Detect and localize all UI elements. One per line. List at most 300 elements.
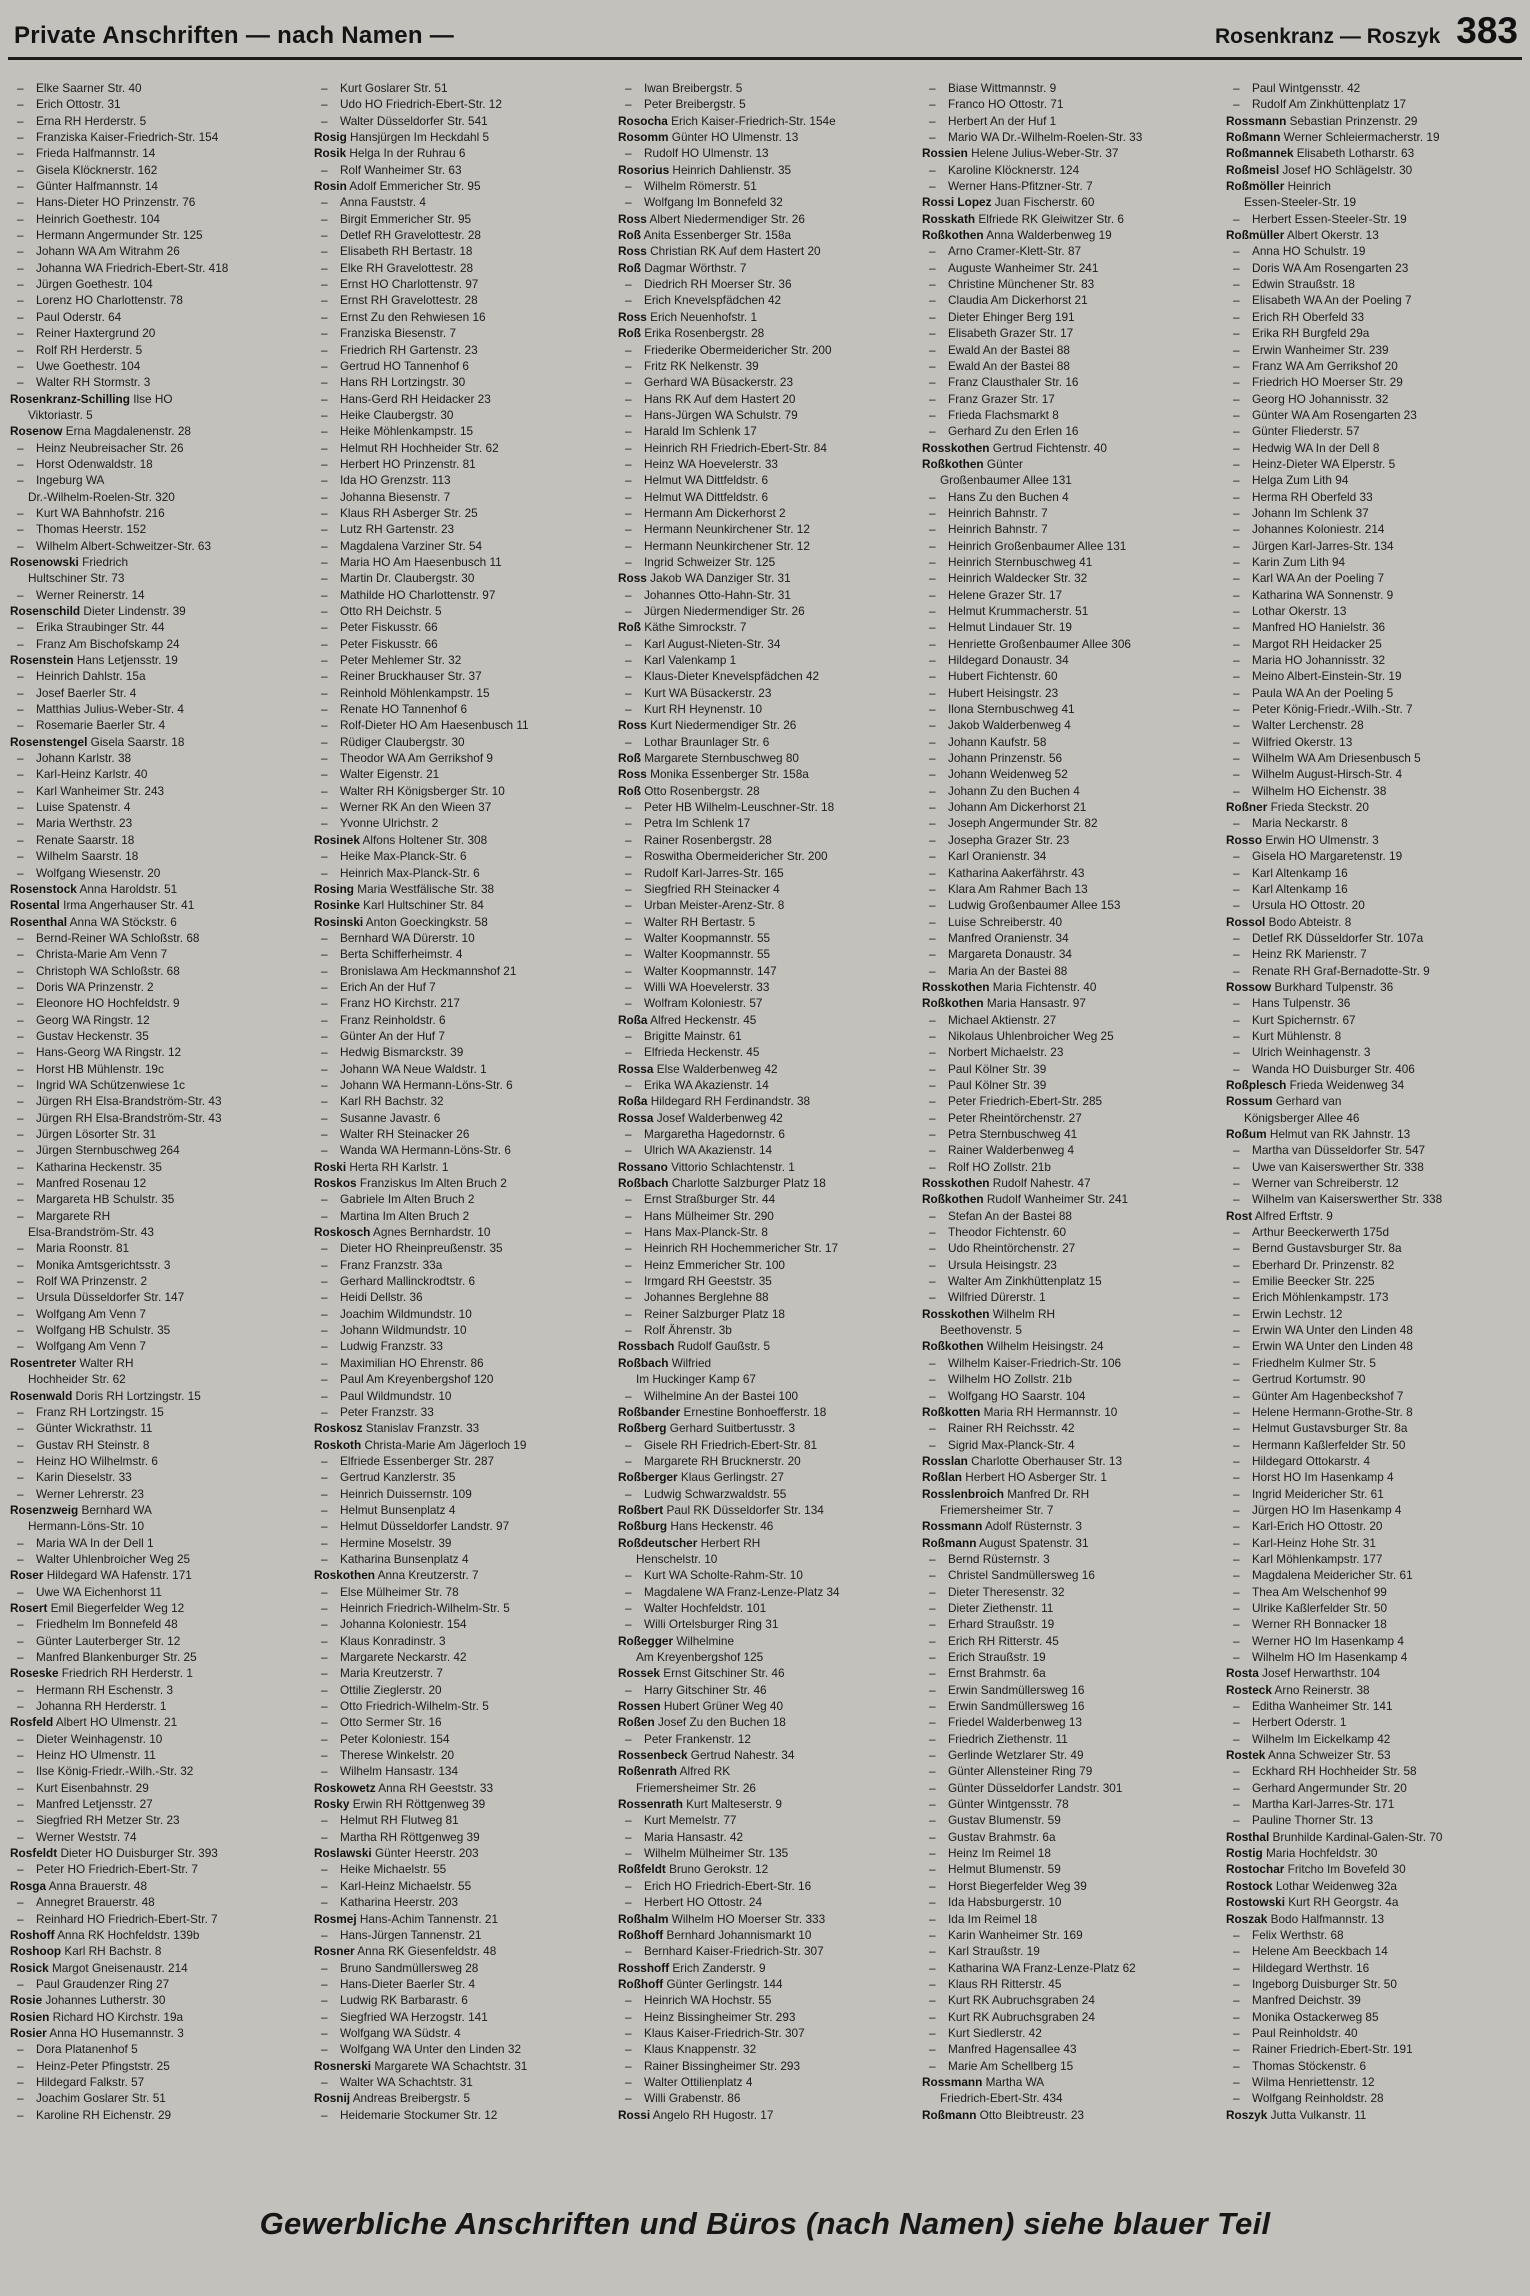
ditto-dash: –: [929, 718, 936, 733]
ditto-dash: –: [17, 1453, 24, 1468]
surname: Roßberger: [618, 1470, 678, 1485]
ditto-dash: –: [1233, 1650, 1240, 1664]
ditto-dash: –: [321, 2074, 328, 2089]
directory-entry: Rosslan Charlotte Oberhauser Str. 13: [922, 1453, 1123, 1468]
surname: Roskosch: [314, 1225, 371, 1240]
directory-entry: Rosig Hansjürgen Im Heckdahl 5: [314, 130, 490, 145]
surname: Roshoff: [10, 1927, 55, 1942]
directory-entry: – Wilhelm HO Im Hasenkamp 4: [1233, 1650, 1408, 1664]
surname: Rosskath: [922, 211, 976, 226]
directory-entry: – Johanna RH Herderstr. 1: [17, 1699, 167, 1714]
directory-entry: – Ingeborg Duisburger Str. 50: [1233, 1976, 1397, 1991]
directory-entry: – Wilhelm van Kaiserswerther Str. 338: [1233, 1192, 1443, 1207]
directory-entry: – Maria HO Am Haesenbusch 11: [321, 554, 502, 569]
directory-entry: Roßburg Hans Heckenstr. 46: [618, 1519, 774, 1534]
directory-entry: – Dieter Ziethenstr. 11: [929, 1600, 1054, 1615]
directory-entry: – Erich Ottostr. 31: [17, 97, 121, 112]
directory-entry: Rossow Burkhard Tulpenstr. 36: [1226, 979, 1394, 994]
directory-entry: Rostock Lothar Weidenweg 32a: [1226, 1878, 1397, 1893]
directory-entry: – Maria WA In der Dell 1: [17, 1535, 154, 1550]
directory-entry: – Anna Fauststr. 4: [321, 195, 426, 210]
ditto-dash: –: [929, 1421, 936, 1436]
directory-entry: Rosenstein Hans Letjensstr. 19: [10, 653, 178, 668]
surname: Roßen: [618, 1715, 655, 1730]
directory-entry: – Hildegard Werthstr. 16: [1233, 1960, 1370, 1975]
ditto-dash: –: [625, 505, 632, 520]
directory-entry: – Karl Oranienstr. 34: [929, 849, 1047, 864]
ditto-dash: –: [625, 1388, 632, 1403]
directory-entry: – Marie Am Schellberg 15: [929, 2058, 1074, 2073]
surname: Roß: [618, 326, 641, 341]
ditto-dash: –: [625, 1028, 632, 1043]
directory-entry: Rosso Erwin HO Ulmenstr. 3: [1226, 832, 1379, 847]
directory-entry: – Gabriele Im Alten Bruch 2: [321, 1192, 475, 1207]
directory-entry: – Brigitte Mainstr. 61: [625, 1028, 742, 1043]
ditto-dash: –: [321, 930, 328, 945]
surname: Rosenschild: [10, 604, 81, 618]
ditto-dash: –: [321, 587, 328, 602]
directory-entry: – Johann Prinzenstr. 56: [929, 751, 1063, 766]
directory-entry: – Rosemarie Baerler Str. 4: [17, 718, 166, 733]
directory-entry: – Hermann Neunkirchener Str. 12: [625, 522, 810, 537]
ditto-dash: –: [625, 440, 632, 455]
directory-entry: – Helene Am Beeckbach 14: [1233, 1944, 1388, 1959]
ditto-dash: –: [1233, 1323, 1240, 1338]
directory-entry: – Ernst HO Charlottenstr. 97: [321, 277, 479, 292]
directory-entry: – Ingeburg WA: [17, 473, 105, 488]
directory-entry: – Diedrich RH Moerser Str. 36: [625, 277, 792, 292]
directory-entry: – Wolfram Koloniestr. 57: [625, 996, 763, 1011]
ditto-dash: –: [1233, 97, 1240, 112]
ditto-dash: –: [321, 522, 328, 537]
directory-entry: – Friedrich Ziethenstr. 11: [929, 1731, 1068, 1746]
directory-entry: – Ludwig Großenbaumer Allee 153: [929, 898, 1121, 913]
surname: Rosenstock: [10, 881, 77, 896]
ditto-dash: –: [929, 914, 936, 929]
ditto-dash: –: [1233, 996, 1240, 1011]
ditto-dash: –: [321, 1094, 328, 1109]
ditto-dash: –: [1233, 881, 1240, 896]
surname: Roser: [10, 1568, 44, 1583]
ditto-dash: –: [1233, 1045, 1240, 1060]
ditto-dash: –: [625, 375, 632, 390]
directory-entry: – Hubert Heisingstr. 23: [929, 685, 1059, 700]
ditto-dash: –: [1233, 1241, 1240, 1256]
ditto-dash: –: [929, 800, 936, 815]
surname: Rosnij: [314, 2091, 351, 2106]
ditto-dash: –: [625, 832, 632, 847]
ditto-dash: –: [17, 1323, 24, 1338]
ditto-dash: –: [929, 865, 936, 880]
ditto-dash: –: [17, 636, 24, 651]
directory-entry: – Franz HO Kirchstr. 217: [321, 996, 460, 1011]
directory-entry: – Werner Weststr. 74: [17, 1829, 137, 1844]
directory-entry: Rosenzweig Bernhard WA: [10, 1502, 152, 1517]
directory-entry: – Thomas Stöckenstr. 6: [1233, 2058, 1367, 2073]
directory-entry: – Heinrich Bahnstr. 7: [929, 522, 1048, 537]
directory-entry: – Wilhelm Hansastr. 134: [321, 1764, 459, 1779]
directory-entry: Rosta Josef Herwarthstr. 104: [1226, 1666, 1381, 1681]
directory-entry: – Heinrich Waldecker Str. 32: [929, 571, 1088, 586]
directory-entry: Roßbert Paul RK Düsseldorfer Str. 134: [618, 1502, 824, 1517]
directory-entry: – Mario WA Dr.-Wilhelm-Roelen-Str. 33: [929, 130, 1143, 145]
directory-entry: – Franz Franzstr. 33a: [321, 1257, 443, 1272]
directory-entry: – Hildegard Donaustr. 34: [929, 653, 1069, 668]
page-number: 383: [1456, 10, 1518, 51]
ditto-dash: –: [929, 734, 936, 749]
surname: Rossow: [1226, 979, 1272, 994]
directory-entry: Rosie Johannes Lutherstr. 30: [10, 1993, 166, 2008]
ditto-dash: –: [17, 2091, 24, 2106]
directory-entry: – Paul Wintgensstr. 42: [1233, 81, 1361, 95]
ditto-dash: –: [321, 391, 328, 406]
ditto-dash: –: [17, 293, 24, 308]
ditto-dash: –: [321, 277, 328, 292]
ditto-dash: –: [1233, 1028, 1240, 1043]
ditto-dash: –: [929, 2042, 936, 2057]
ditto-dash: –: [17, 1421, 24, 1436]
ditto-dash: –: [929, 1225, 936, 1240]
directory-entry: – Gisele RH Friedrich-Ebert-Str. 81: [625, 1437, 818, 1452]
ditto-dash: –: [321, 1535, 328, 1550]
directory-entry: – Hans Zu den Buchen 4: [929, 489, 1069, 504]
directory-entry: – Martin Dr. Claubergstr. 30: [321, 571, 475, 586]
directory-entry: – Elisabeth RH Bertastr. 18: [321, 244, 473, 259]
ditto-dash: –: [625, 947, 632, 962]
ditto-dash: –: [1233, 2074, 1240, 2089]
surname: Roßmeisl: [1226, 162, 1280, 177]
ditto-dash: –: [625, 1225, 632, 1240]
directory-entry: – Ida HO Grenzstr. 113: [321, 473, 451, 488]
surname: Rossen: [618, 1699, 661, 1714]
ditto-dash: –: [17, 2042, 24, 2057]
ditto-dash: –: [321, 751, 328, 766]
ditto-dash: –: [17, 702, 24, 717]
surname: Ross: [618, 211, 647, 226]
ditto-dash: –: [17, 1862, 24, 1877]
directory-entry: – Harry Gitschiner Str. 46: [625, 1682, 767, 1697]
ditto-dash: –: [1233, 1715, 1240, 1730]
directory-entry: – Manfred HO Hanielstr. 36: [1233, 620, 1386, 635]
directory-entry: – Josepha Grazer Str. 23: [929, 832, 1070, 847]
directory-entry: – Wilhelm Römerstr. 51: [625, 179, 757, 194]
directory-entry: – Erwin Lechstr. 12: [1233, 1306, 1343, 1321]
ditto-dash: –: [625, 473, 632, 488]
directory-entry: Roßhalm Wilhelm HO Moerser Str. 333: [618, 1911, 826, 1926]
ditto-dash: –: [17, 816, 24, 831]
ditto-dash: –: [17, 1241, 24, 1256]
directory-entry: – Hildegard Ottokarstr. 4: [1233, 1453, 1371, 1468]
ditto-dash: –: [321, 1077, 328, 1092]
directory-entry: – Claudia Am Dickerhorst 21: [929, 293, 1088, 308]
directory-entry-continuation: Friemersheimer Str. 7: [940, 1502, 1054, 1517]
directory-entry: Roßkotten Maria RH Hermannstr. 10: [922, 1404, 1118, 1419]
directory-entry: – Margareta HB Schulstr. 35: [17, 1192, 175, 1207]
ditto-dash: –: [321, 195, 328, 210]
ditto-dash: –: [625, 1290, 632, 1305]
directory-entry: Roskosch Agnes Bernhardstr. 10: [314, 1225, 491, 1240]
ditto-dash: –: [1233, 783, 1240, 798]
directory-entry: – Walter Hochfeldstr. 101: [625, 1600, 767, 1615]
directory-entry: – Hermine Moselstr. 39: [321, 1535, 452, 1550]
surname: Rosslan: [922, 1453, 968, 1468]
directory-entry: – Gustav Blumenstr. 59: [929, 1813, 1061, 1828]
directory-entry: – Elke RH Gravelottestr. 28: [321, 260, 474, 275]
ditto-dash: –: [929, 1355, 936, 1370]
directory-entry: – Kurt Memelstr. 77: [625, 1813, 737, 1828]
directory-entry: – Karin Zum Lith 94: [1233, 554, 1346, 569]
ditto-dash: –: [321, 1110, 328, 1125]
ditto-dash: –: [929, 1159, 936, 1174]
directory-entry: – Wolfgang HO Saarstr. 104: [929, 1388, 1086, 1403]
directory-entry: – Magdalena Varziner Str. 54: [321, 538, 483, 553]
ditto-dash: –: [625, 81, 632, 95]
ditto-dash: –: [321, 113, 328, 128]
ditto-dash: –: [17, 1437, 24, 1452]
directory-entry: – Kurt RK Aubruchsgraben 24: [929, 2009, 1095, 2024]
directory-entry: Roski Herta RH Karlstr. 1: [314, 1159, 449, 1174]
surname: Rosshoff: [618, 1960, 670, 1975]
directory-entry: – Erich RH Ritterstr. 45: [929, 1633, 1059, 1648]
directory-entry: – Uwe WA Eichenhorst 11: [17, 1584, 162, 1599]
directory-entry: – Hans-Dieter Baerler Str. 4: [321, 1976, 476, 1991]
ditto-dash: –: [321, 636, 328, 651]
directory-entry: Rossum Gerhard van: [1226, 1094, 1342, 1109]
surname: Roßa: [618, 1094, 648, 1109]
directory-entry: – Kurt Mühlenstr. 8: [1233, 1028, 1342, 1043]
ditto-dash: –: [625, 554, 632, 569]
ditto-dash: –: [1233, 1617, 1240, 1632]
directory-entry: – Helene Hermann-Grothe-Str. 8: [1233, 1404, 1413, 1419]
directory-entry: – Herma RH Oberfeld 33: [1233, 489, 1373, 504]
ditto-dash: –: [1233, 604, 1240, 618]
directory-entry-continuation: Hermann-Löns-Str. 10: [28, 1519, 145, 1534]
ditto-dash: –: [625, 963, 632, 978]
directory-entry: – Heinz-Peter Pfingststr. 25: [17, 2058, 170, 2073]
directory-entry: – Reiner Salzburger Platz 18: [625, 1306, 785, 1321]
surname: Roßmann: [1226, 130, 1281, 145]
directory-entry: – Rainer Friedrich-Ebert-Str. 191: [1233, 2042, 1413, 2057]
ditto-dash: –: [17, 538, 24, 553]
directory-entry: – Katharina Heckenstr. 35: [17, 1159, 162, 1174]
ditto-dash: –: [321, 293, 328, 308]
directory-entry: – Walter Eigenstr. 21: [321, 767, 440, 782]
directory-entry: – Kurt WA Scholte-Rahm-Str. 10: [625, 1568, 803, 1583]
directory-entry: Rostowski Kurt RH Georgstr. 4a: [1226, 1895, 1399, 1910]
ditto-dash: –: [321, 1764, 328, 1779]
ditto-dash: –: [321, 1960, 328, 1975]
surname: Roßmöller: [1226, 179, 1285, 194]
ditto-dash: –: [321, 1486, 328, 1501]
ditto-dash: –: [929, 898, 936, 913]
directory-entry: – Erwin Wanheimer Str. 239: [1233, 342, 1389, 357]
directory-entry: – Wanda HO Duisburger Str. 406: [1233, 1061, 1415, 1076]
ditto-dash: –: [929, 342, 936, 357]
directory-entry: – Otto Sermer Str. 16: [321, 1715, 442, 1730]
directory-entry: – Erika WA Akazienstr. 14: [625, 1077, 769, 1092]
directory-entry: – Johann Im Schlenk 37: [1233, 505, 1369, 520]
directory-entry: – Walter Uhlenbroicher Weg 25: [17, 1551, 191, 1566]
directory-entry-continuation: Friedrich-Ebert-Str. 434: [940, 2091, 1063, 2106]
directory-entry: – Ernst Brahmstr. 6a: [929, 1666, 1046, 1681]
directory-entry: – Willi Grabenstr. 86: [625, 2091, 741, 2106]
directory-entry: – Günter Fliederstr. 57: [1233, 424, 1360, 439]
directory-entry: – Jürgen Lösorter Str. 31: [17, 1127, 157, 1141]
directory-entry: – Elfriede Essenberger Str. 287: [321, 1453, 495, 1468]
ditto-dash: –: [321, 228, 328, 243]
surname: Rosinke: [314, 898, 360, 913]
directory-entry: Roßbach Wilfried: [618, 1355, 712, 1370]
surname: Roßenrath: [618, 1764, 677, 1779]
directory-entry-continuation: Königsberger Allee 46: [1244, 1110, 1360, 1125]
surname: Roßbach: [618, 1355, 669, 1370]
directory-entry: – Elke Saarner Str. 40: [17, 81, 142, 95]
ditto-dash: –: [625, 1143, 632, 1158]
directory-entry: Roskosz Stanislav Franzstr. 33: [314, 1421, 480, 1436]
surname: Rossenrath: [618, 1797, 683, 1812]
surname: Roß: [618, 228, 641, 243]
directory-entry-continuation: Am Kreyenbergshof 125: [636, 1650, 764, 1664]
ditto-dash: –: [17, 1306, 24, 1321]
ditto-dash: –: [929, 407, 936, 422]
directory-entry: – Paul Reinholdstr. 40: [1233, 2025, 1358, 2040]
directory-entry: – Werner HO Im Hasenkamp 4: [1233, 1633, 1404, 1648]
ditto-dash: –: [625, 1895, 632, 1910]
ditto-dash: –: [929, 1976, 936, 1991]
surname: Roßmannek: [1226, 146, 1294, 161]
directory-entry: – Heinz Im Reimel 18: [929, 1846, 1051, 1861]
ditto-dash: –: [321, 2025, 328, 2040]
surname: Rossbach: [618, 1339, 675, 1354]
ditto-dash: –: [321, 1993, 328, 2008]
ditto-dash: –: [625, 407, 632, 422]
ditto-dash: –: [321, 473, 328, 488]
directory-entry: Rosskothen Wilhelm RH: [922, 1306, 1056, 1321]
directory-entry: Rosga Anna Brauerstr. 48: [10, 1878, 148, 1893]
ditto-dash: –: [1233, 342, 1240, 357]
ditto-dash: –: [321, 489, 328, 504]
ditto-dash: –: [929, 1666, 936, 1681]
directory-entry: – Maria HO Johannisstr. 32: [1233, 653, 1386, 668]
directory-entry: – Helmut Krummacherstr. 51: [929, 604, 1089, 618]
ditto-dash: –: [17, 473, 24, 488]
directory-entry: – Helmut WA Dittfeldstr. 6: [625, 489, 769, 504]
ditto-dash: –: [1233, 963, 1240, 978]
directory-entry: Roskos Franziskus Im Alten Bruch 2: [314, 1176, 507, 1191]
ditto-dash: –: [929, 1208, 936, 1223]
ditto-dash: –: [929, 391, 936, 406]
ditto-dash: –: [17, 1045, 24, 1060]
ditto-dash: –: [17, 162, 24, 177]
directory-entry: Rosskath Elfriede RK Gleiwitzer Str. 6: [922, 211, 1124, 226]
ditto-dash: –: [17, 963, 24, 978]
ditto-dash: –: [625, 1878, 632, 1893]
surname: Rosick: [10, 1960, 49, 1975]
directory-entry: – Joseph Angermunder Str. 82: [929, 816, 1098, 831]
directory-entry: Roßmüller Albert Okerstr. 13: [1226, 228, 1379, 243]
directory-entry: – Hans-Gerd RH Heidacker 23: [321, 391, 491, 406]
directory-entry: Rossano Vittorio Schlachtenstr. 1: [618, 1159, 795, 1174]
directory-entry: Rosik Helga In der Ruhrau 6: [314, 146, 466, 161]
directory-entry: – Thomas Heerstr. 152: [17, 522, 147, 537]
directory-entry: – Jürgen Goethestr. 104: [17, 277, 153, 292]
ditto-dash: –: [17, 1274, 24, 1289]
directory-entry: – Karoline RH Eichenstr. 29: [17, 2107, 172, 2122]
ditto-dash: –: [1233, 440, 1240, 455]
ditto-dash: –: [1233, 1404, 1240, 1419]
directory-entry: – Manfred Oranienstr. 34: [929, 930, 1069, 945]
directory-entry: Rosenwald Doris RH Lortzingstr. 15: [10, 1388, 201, 1403]
ditto-dash: –: [321, 604, 328, 618]
directory-entry: Roßmeisl Josef HO Schlägelstr. 30: [1226, 162, 1413, 177]
ditto-dash: –: [929, 1993, 936, 2008]
directory-entry: – Karl-Erich HO Ottostr. 20: [1233, 1519, 1383, 1534]
ditto-dash: –: [321, 1045, 328, 1060]
directory-entry: – Maria Hansastr. 42: [625, 1829, 744, 1844]
directory-entry: – Helga Zum Lith 94: [1233, 473, 1349, 488]
ditto-dash: –: [1233, 1633, 1240, 1648]
ditto-dash: –: [625, 1568, 632, 1583]
surname: Rossek: [618, 1666, 660, 1681]
directory-entry: Roßenrath Alfred RK: [618, 1764, 731, 1779]
ditto-dash: –: [929, 767, 936, 782]
ditto-dash: –: [1233, 1960, 1240, 1975]
directory-entry: – Helmut Lindauer Str. 19: [929, 620, 1072, 635]
directory-entry: Rosnij Andreas Breibergstr. 5: [314, 2091, 471, 2106]
directory-entry: – Herbert An der Huf 1: [929, 113, 1057, 128]
surname: Rossenbeck: [618, 1748, 688, 1763]
surname: Roßhalm: [618, 1911, 669, 1926]
directory-entry: – Rudolf HO Ulmenstr. 13: [625, 146, 769, 161]
ditto-dash: –: [1233, 1600, 1240, 1615]
ditto-dash: –: [17, 832, 24, 847]
directory-entry: Rosenowski Friedrich: [10, 554, 129, 569]
surname: Roseske: [10, 1666, 59, 1681]
directory-entry: – Gustav RH Steinstr. 8: [17, 1437, 150, 1452]
directory-entry: – Gerhard Zu den Erlen 16: [929, 424, 1079, 439]
directory-entry: Rosenstock Anna Haroldstr. 51: [10, 881, 178, 896]
surname: Roßhoff: [618, 1927, 664, 1942]
ditto-dash: –: [929, 669, 936, 684]
directory-entry: – Wolfgang Wiesenstr. 20: [17, 865, 161, 880]
surname: Roß: [618, 620, 641, 635]
surname: Rosinek: [314, 832, 360, 847]
ditto-dash: –: [1233, 473, 1240, 488]
directory-entry: – Lothar Okerstr. 13: [1233, 604, 1347, 618]
ditto-dash: –: [929, 1813, 936, 1828]
directory-entry: – Franz WA Am Gerrikshof 20: [1233, 358, 1398, 373]
directory-entry: – Walter RH Stormstr. 3: [17, 375, 151, 390]
directory-entry: – Erich Möhlenkampstr. 173: [1233, 1290, 1389, 1305]
ditto-dash: –: [929, 653, 936, 668]
surname: Roszak: [1226, 1911, 1268, 1926]
directory-entry: Rossa Josef Walderbenweg 42: [618, 1110, 783, 1125]
surname: Roßegger: [618, 1633, 674, 1648]
surname: Roßkothen: [922, 1339, 984, 1354]
ditto-dash: –: [1233, 1290, 1240, 1305]
surname: Roß: [618, 783, 641, 798]
directory-entry: – Renate Saarstr. 18: [17, 832, 135, 847]
ditto-dash: –: [1233, 1274, 1240, 1289]
directory-entry: – Felix Werthstr. 68: [1233, 1927, 1344, 1942]
directory-entry: – Günter Wintgensstr. 78: [929, 1797, 1069, 1812]
ditto-dash: –: [929, 1584, 936, 1599]
directory-entry: – Rainer Rosenbergstr. 28: [625, 832, 772, 847]
ditto-dash: –: [625, 979, 632, 994]
ditto-dash: –: [625, 2025, 632, 2040]
directory-entry: – Peter HO Friedrich-Ebert-Str. 7: [17, 1862, 198, 1877]
directory-entry: – Petra Im Schlenk 17: [625, 816, 751, 831]
